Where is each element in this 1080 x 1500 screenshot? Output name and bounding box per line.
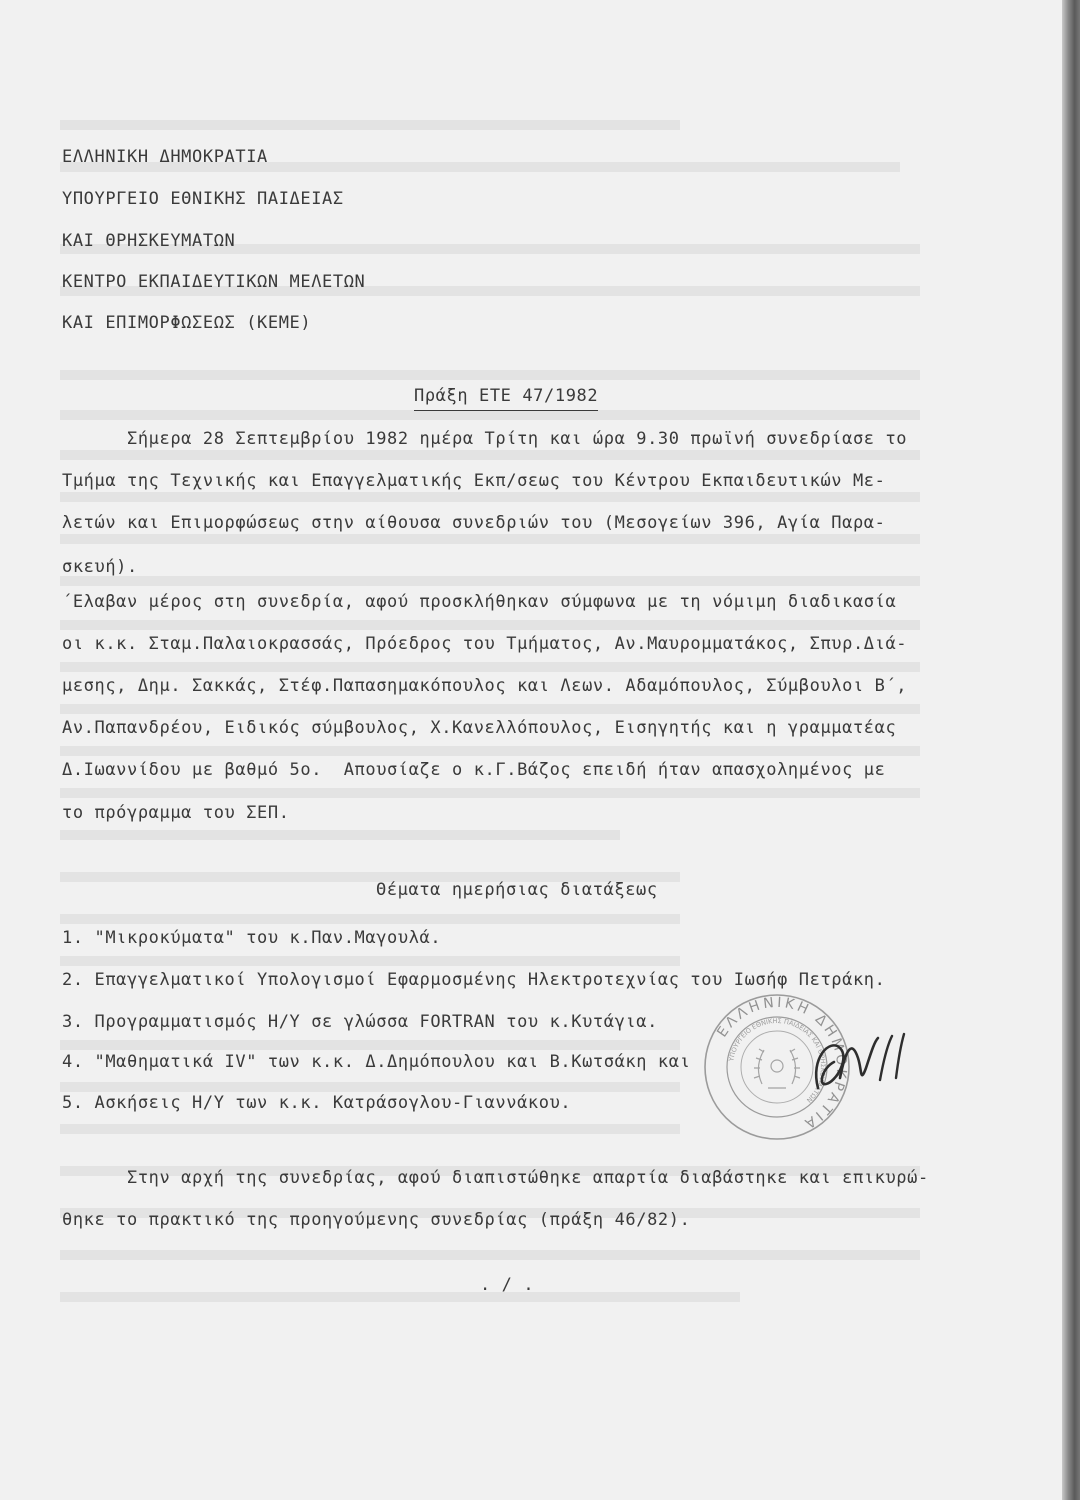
body-line-8: Αν.Παπανδρέου, Ειδικός σύμβουλος, Χ.Κανελλόπουλος, Εισηγητής και η γραμματέας — [62, 718, 897, 738]
document-title: Πράξη ΕΤΕ 47/1982 — [414, 386, 598, 411]
header-line-2: ΥΠΟΥΡΓΕΙΟ ΕΘΝΙΚΗΣ ΠΑΙΔΕΙΑΣ — [62, 189, 344, 209]
header-line-4: ΚΕΝΤΡΟ ΕΚΠΑΙΔΕΥΤΙΚΩΝ ΜΕΛΕΤΩΝ — [62, 272, 366, 292]
header-line-5: ΚΑΙ ΕΠΙΜΟΡΦΩΣΕΩΣ (ΚΕΜΕ) — [62, 313, 312, 333]
binder-spine — [1062, 0, 1080, 1500]
body-line-6: οι κ.κ. Σταμ.Παλαιοκρασσάς, Πρόεδρος του Τμήματος, Αν.Μαυρομματάκος, Σπυρ.Διά- — [62, 634, 908, 654]
seal-emblem-icon — [754, 1049, 800, 1088]
body-line-1: Σήμερα 28 Σεπτεμβρίου 1982 ημέρα Τρίτη και ώρα 9.30 πρωϊνή συνεδρίασε το — [62, 429, 908, 449]
body-line-5: ΄Ελαβαν μέρος στη συνεδρία, αφού προσκλήθηκαν σύμφωνα με τη νόμιμη διαδικασία — [62, 592, 897, 612]
body-line-10: το πρόγραμμα του ΣΕΠ. — [62, 803, 290, 823]
seal-outer-text: ΕΛΛΗΝΙΚΗ ΔΗΜΟΚΡΑΤΙΑ — [714, 994, 850, 1133]
body-line-9: Δ.Ιωαννίδου με βαθμό 5ο. Απουσίαζε ο κ.Γ.Βάζος επειδή ήταν απασχολημένος με — [62, 760, 886, 780]
agenda-item-5: 5. Ασκήσεις Η/Υ των κ.κ. Κατράσογλου-Γιαννάκου. — [62, 1093, 572, 1113]
seal-inner-text: ΥΠΟΥΡΓΕΙΟ ΕΘΝΙΚΗΣ ΠΑΙΔΕΙΑΣ ΚΑΙ ΘΡΗΣΚΕΥΜΑΤΩΝ — [727, 1016, 828, 1105]
agenda-item-1: 1. "Μικροκύματα" του κ.Παν.Μαγουλά. — [62, 928, 442, 948]
body-line-2: Τμήμα της Τεχνικής και Επαγγελματικής Εκπ/σεως του Κέντρου Εκπαιδευτικών Με- — [62, 471, 886, 491]
agenda-item-4: 4. "Μαθηματικά IV" των κ.κ. Δ.Δημόπουλου και Β.Κωτσάκη και — [62, 1052, 691, 1072]
agenda-item-2: 2. Επαγγελματικοί Υπολογισμοί Εφαρμοσμένης Ηλεκτροτεχνίας του Ιωσήφ Πετράκη. — [62, 970, 886, 990]
continuation-mark: . / . — [480, 1275, 535, 1295]
body-line-3: λετών και Επιμορφώσεως στην αίθουσα συνεδριών του (Μεσογείων 396, Αγία Παρα- — [62, 513, 886, 533]
agenda-title: Θέματα ημερήσιας διατάξεως — [376, 880, 658, 900]
header-line-3: ΚΑΙ ΘΡΗΣΚΕΥΜΑΤΩΝ — [62, 231, 236, 251]
closing-line-2: θηκε το πρακτικό της προηγούμενης συνεδρίας (πράξη 46/82). — [62, 1210, 691, 1230]
closing-line-1: Στην αρχή της συνεδρίας, αφού διαπιστώθηκε απαρτία διαβάστηκε και επικυρώ- — [62, 1168, 929, 1188]
agenda-item-3: 3. Προγραμματισμός Η/Υ σε γλώσσα FORTRAN του κ.Κυτάγια. — [62, 1012, 658, 1032]
header-line-1: ΕΛΛΗΝΙΚΗ ΔΗΜΟΚΡΑΤΙΑ — [62, 147, 268, 167]
body-line-7: μεσης, Δημ. Σακκάς, Στέφ.Παπασημακόπουλος και Λεων. Αδαμόπουλος, Σύμβουλοι Β΄, — [62, 676, 908, 696]
handwritten-signature — [800, 1018, 920, 1108]
body-line-4: σκευή). — [62, 557, 138, 577]
